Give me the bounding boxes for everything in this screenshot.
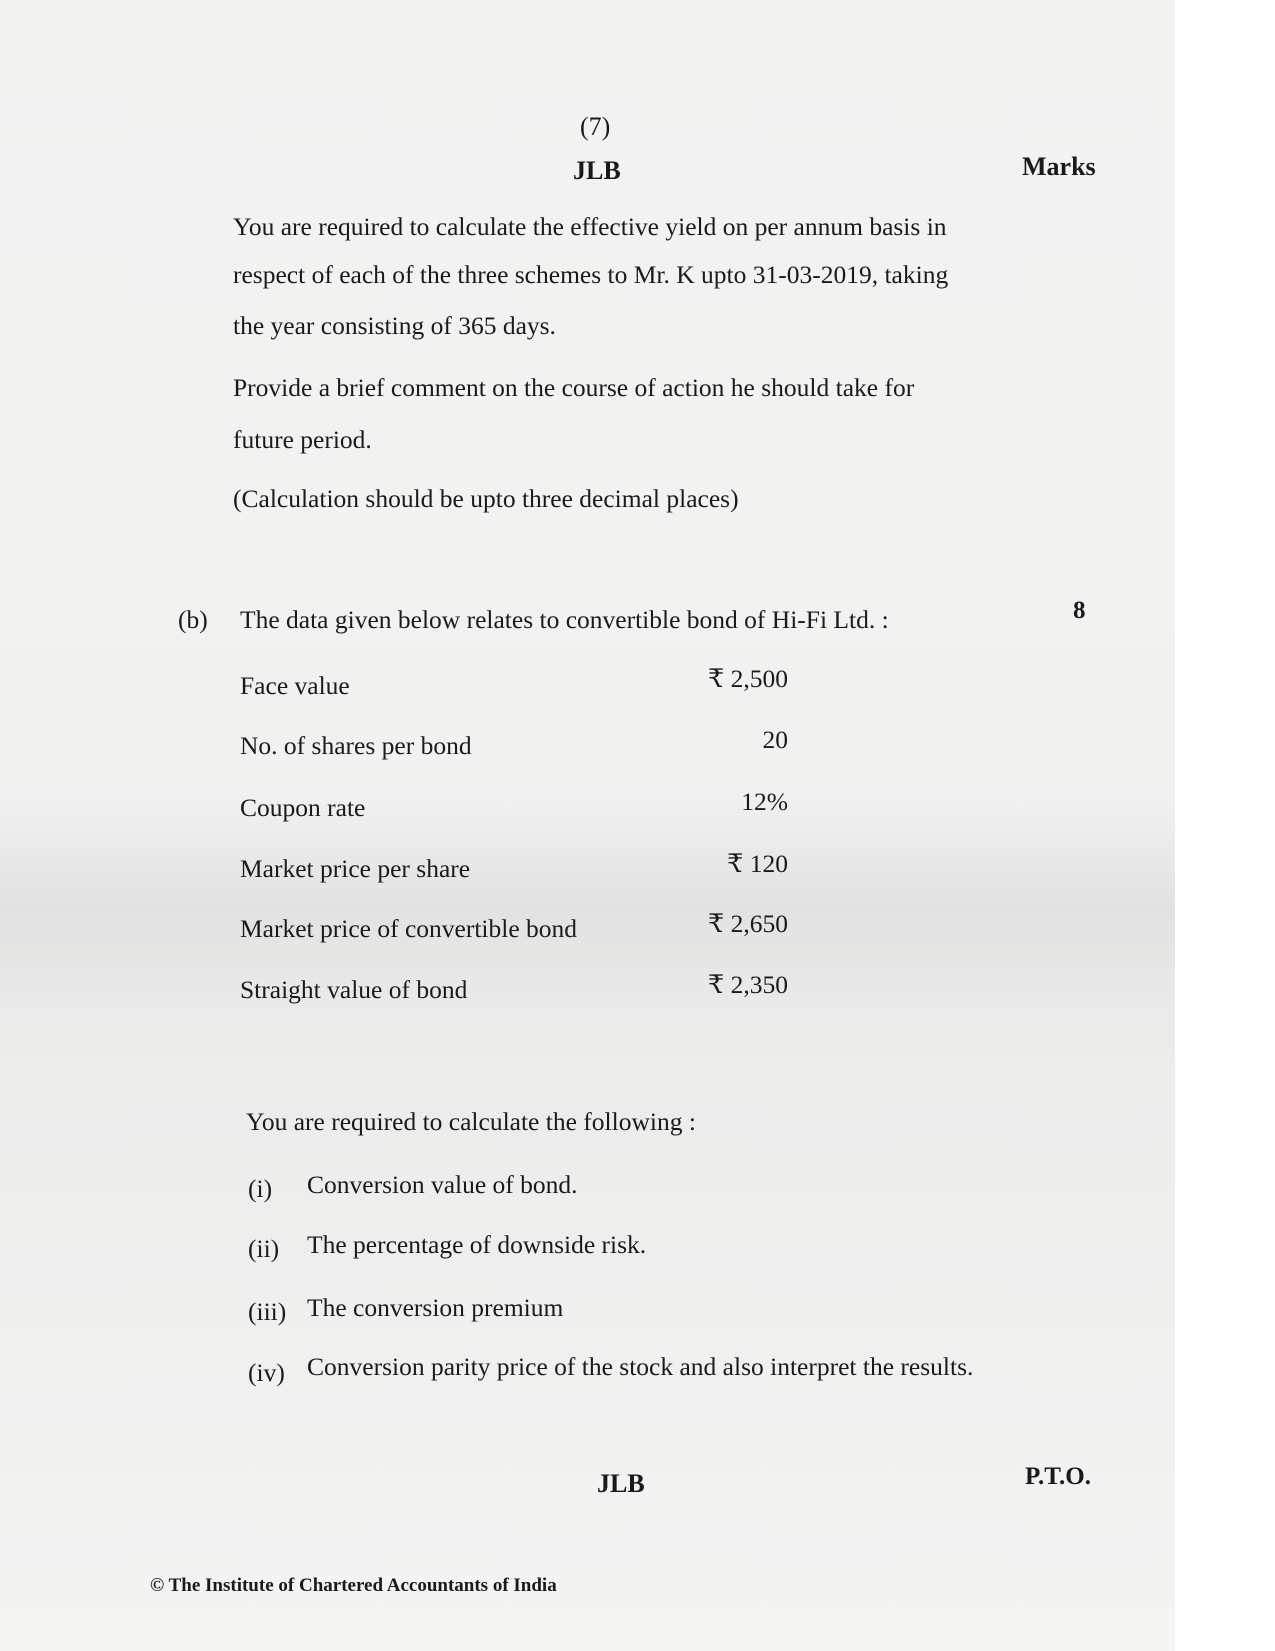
- marks-column-label: Marks: [1022, 152, 1096, 181]
- table-row-value: ₹ 2,650: [708, 909, 788, 938]
- list-item-text: Conversion value of bond.: [307, 1170, 578, 1199]
- page-number: (7): [580, 112, 611, 141]
- paragraph-line: Provide a brief comment on the course of action he should take for: [233, 373, 915, 402]
- list-item-number: (iv): [248, 1358, 285, 1387]
- table-row-value: 20: [762, 725, 788, 754]
- requirement-statement: You are required to calculate the following :: [246, 1107, 696, 1136]
- pto-label: P.T.O.: [1025, 1463, 1091, 1490]
- list-item-number: (iii): [248, 1297, 287, 1326]
- calculation-note: (Calculation should be upto three decimal places): [233, 484, 739, 513]
- table-row-label: No. of shares per bond: [240, 731, 472, 760]
- table-row-label: Face value: [240, 671, 350, 700]
- question-b-marks: 8: [1073, 597, 1086, 624]
- list-item-text: Conversion parity price of the stock and also interpret the results.: [307, 1352, 974, 1381]
- table-row-label: Straight value of bond: [240, 975, 468, 1004]
- question-label-b: (b): [178, 605, 208, 634]
- paper-code-header: JLB: [573, 156, 621, 185]
- paragraph-line: the year consisting of 365 days.: [233, 311, 556, 340]
- table-row-value: ₹ 2,350: [708, 970, 788, 999]
- table-row-label: Market price per share: [240, 854, 471, 883]
- list-item-number: (i): [248, 1174, 273, 1203]
- paragraph-line: You are required to calculate the effective yield on per annum basis in: [233, 212, 947, 241]
- table-row-value: 12%: [741, 787, 788, 816]
- table-row-value: ₹ 120: [727, 849, 788, 878]
- paragraph-line: future period.: [233, 425, 372, 454]
- paragraph-line: respect of each of the three schemes to Mr. K upto 31-03-2019, taking: [233, 260, 949, 289]
- paper-code-footer: JLB: [597, 1469, 645, 1498]
- list-item-text: The conversion premium: [307, 1293, 564, 1322]
- list-item-text: The percentage of downside risk.: [307, 1230, 647, 1259]
- table-row-value: ₹ 2,500: [708, 664, 788, 693]
- list-item-number: (ii): [248, 1234, 280, 1263]
- table-row-label: Coupon rate: [240, 793, 366, 822]
- question-b-intro: The data given below relates to convertible bond of Hi-Fi Ltd. :: [240, 605, 889, 634]
- copyright-notice: © The Institute of Chartered Accountants of India: [150, 1575, 557, 1596]
- table-row-label: Market price of convertible bond: [240, 914, 578, 943]
